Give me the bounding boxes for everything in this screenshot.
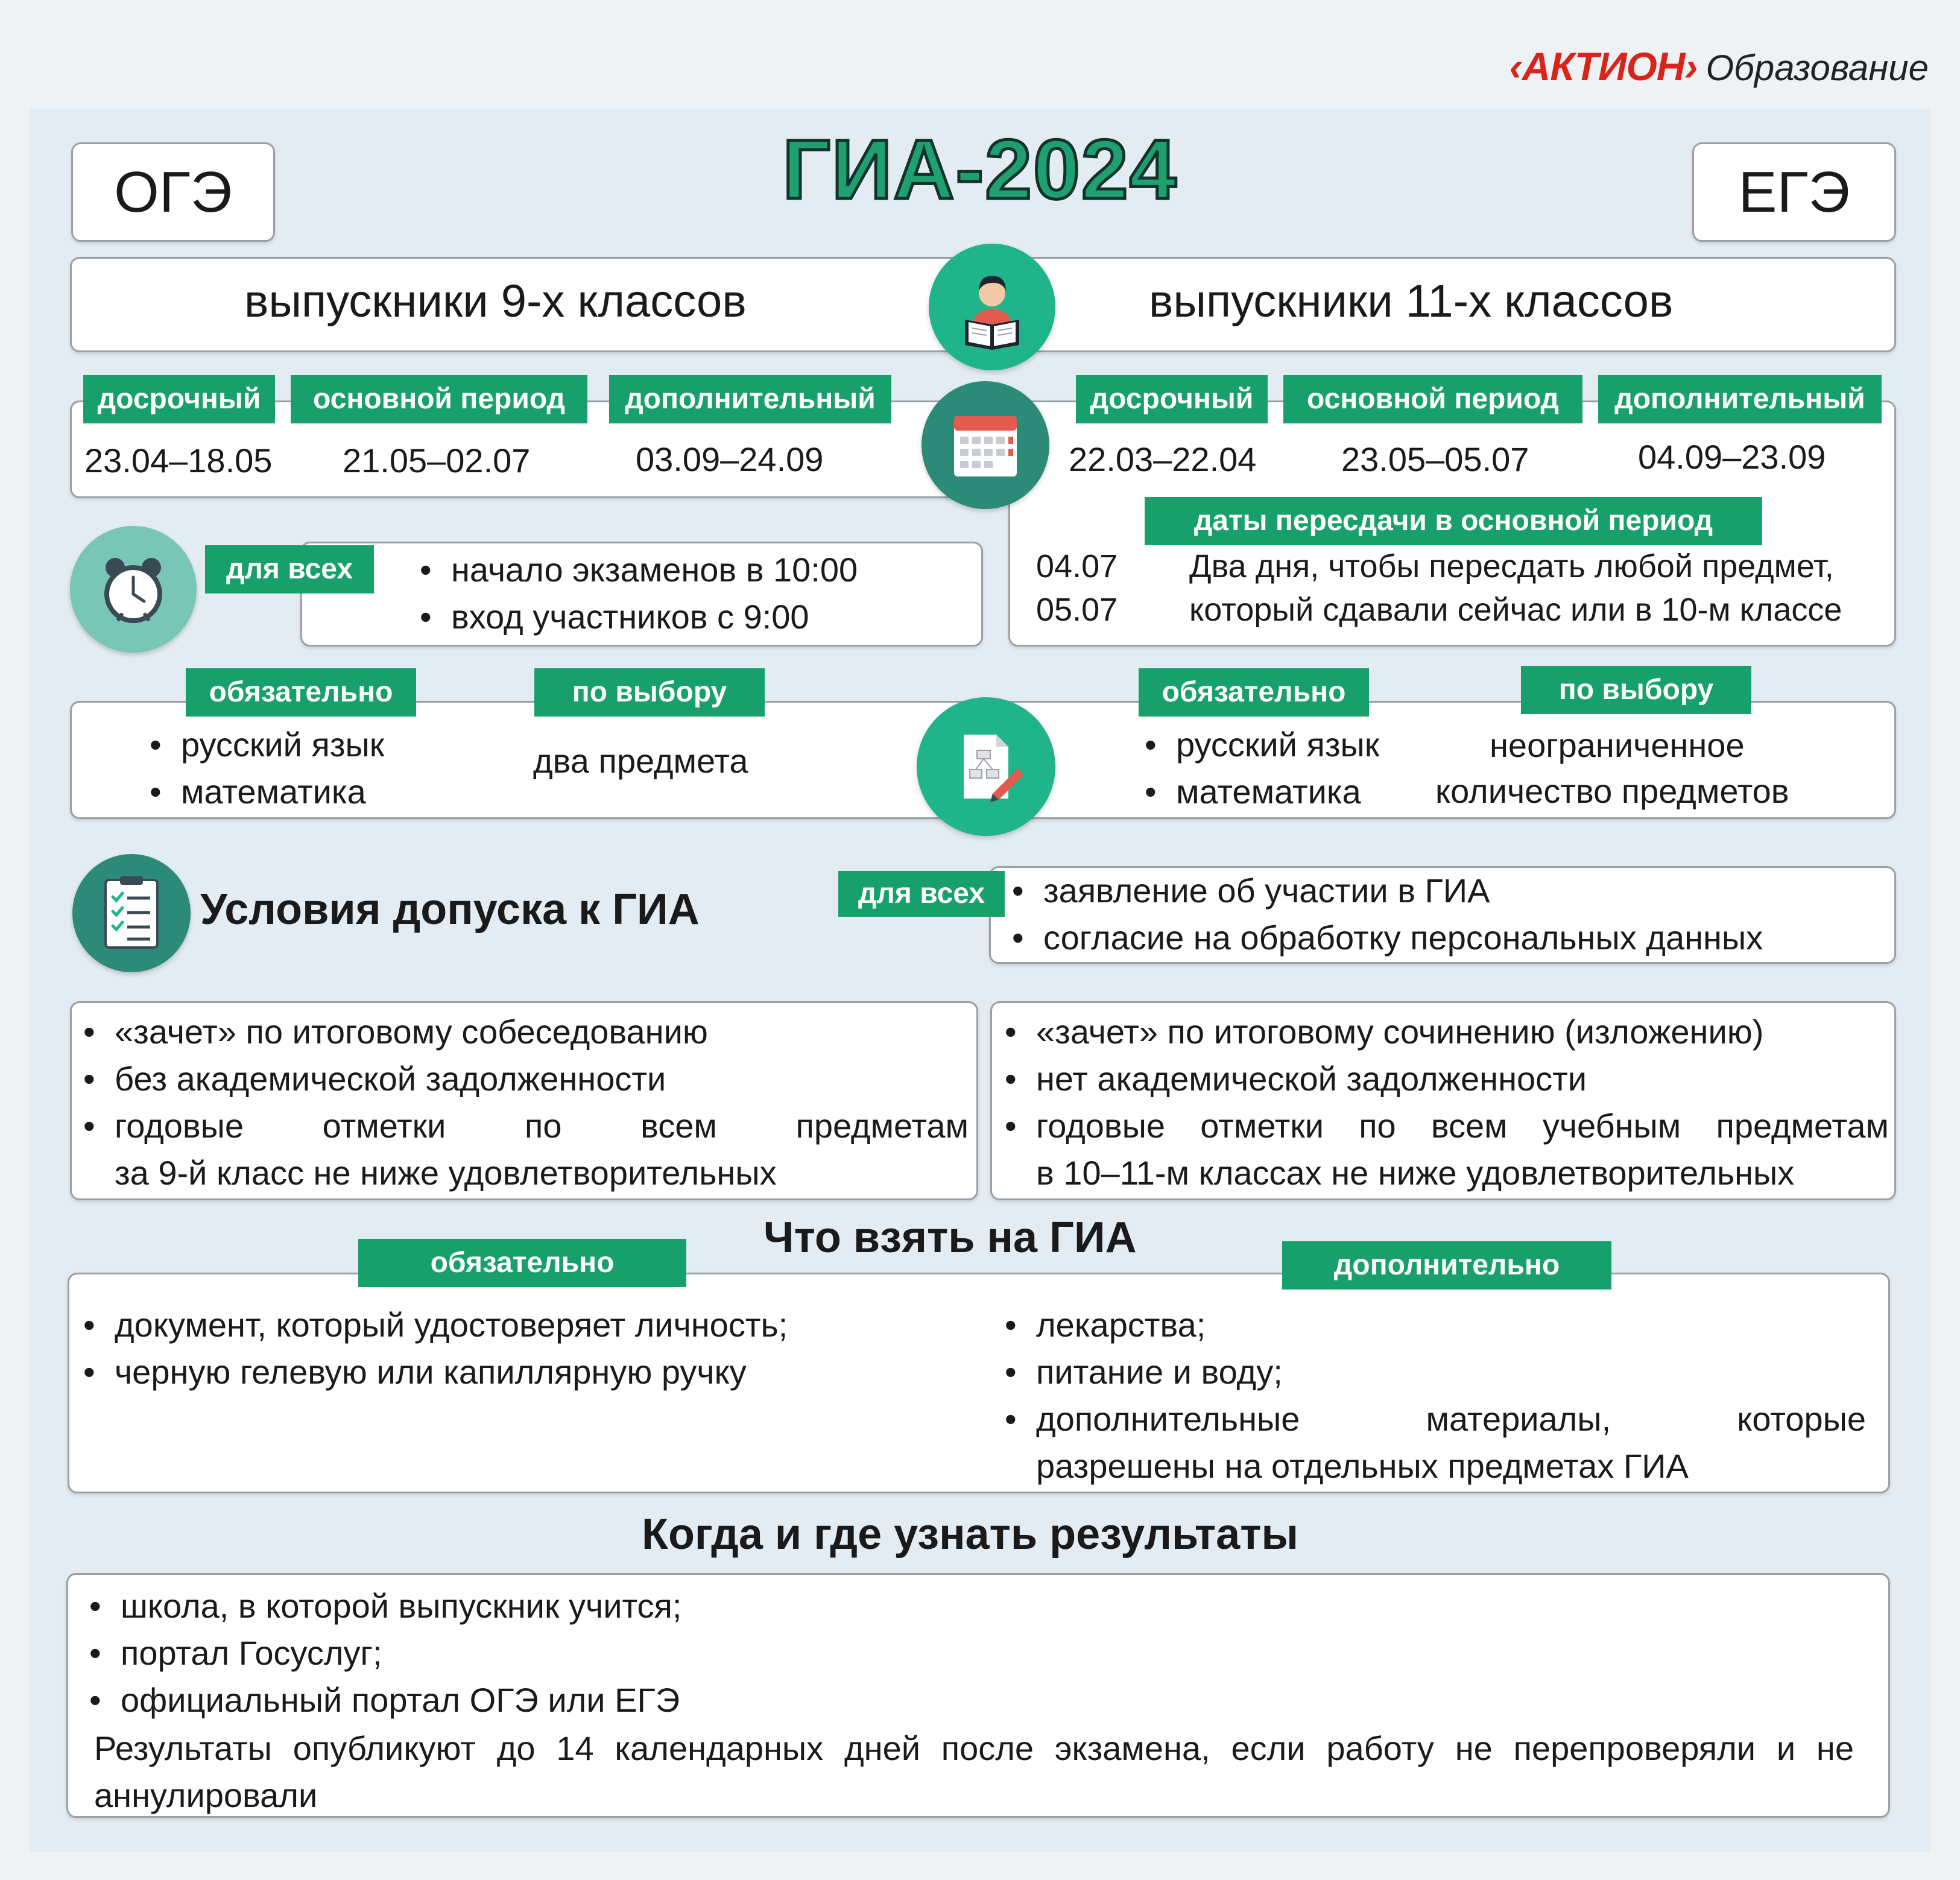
list-item: • «зачет» по итоговому собеседованию <box>76 1008 969 1056</box>
admission-for-all-tag: для всех <box>838 871 1005 917</box>
list-item-continuation: в 10–11-м классах не ниже удовлетворительных <box>1036 1154 1795 1192</box>
list-item: • без академической задолженности <box>76 1056 969 1103</box>
list-item: • годовые отметки по всем предметам <box>76 1103 969 1150</box>
list-item: • русский язык <box>142 721 384 768</box>
list-item: • согласие на обработку персональных данных <box>1005 914 1763 961</box>
ege-required-list <box>1137 721 1379 815</box>
list-item: • официальный портал ОГЭ или ЕГЭ <box>82 1677 681 1724</box>
ege-required-tag: обязательно <box>1139 668 1369 717</box>
oge-tag-main: основной период <box>291 375 587 423</box>
list-item: • заявление об участии в ГИА <box>1005 867 1763 914</box>
retake-tag: даты пересдачи в основной период <box>1145 497 1762 545</box>
oge-choice-text: два предмета <box>533 742 748 780</box>
retake-line-2: который сдавали сейчас или в 10-м классе <box>1189 592 1842 628</box>
take-extra-tag: дополнительно <box>1282 1241 1611 1290</box>
alarm-clock-icon <box>70 526 197 653</box>
oge-admission-list <box>76 1008 969 1197</box>
oge-date-main: 21.05–02.07 <box>343 442 531 479</box>
oge-required-list <box>142 721 384 815</box>
results-note: Результаты опубликуют до 14 календарных дней после экзамена, если работу не перепроверяли и не аннулировали <box>94 1729 1854 1814</box>
list-item: • вход участников с 9:00 <box>413 593 858 641</box>
take-required-tag: обязательно <box>358 1239 686 1287</box>
ege-date-extra: 04.09–23.09 <box>1638 438 1826 476</box>
ege-choice-tag: по выбору <box>1521 666 1751 714</box>
page-title: ГИА-2024 <box>782 122 1178 217</box>
student-reading-icon <box>929 244 1055 370</box>
oge-badge-label: ОГЭ <box>114 159 232 224</box>
list-item: • «зачет» по итоговому сочинению (изложению) <box>997 1008 1889 1056</box>
list-item-continuation: за 9-й класс не ниже удовлетворительных <box>115 1154 777 1192</box>
list-item: • школа, в которой выпускник учится; <box>82 1583 681 1630</box>
ege-badge <box>1692 142 1896 242</box>
ege-date-main: 23.05–05.07 <box>1341 440 1529 478</box>
admission-all-list <box>1005 867 1763 961</box>
list-item: • математика <box>142 768 384 815</box>
ege-choice-line-1: неограниченное <box>1490 726 1745 764</box>
audience-left: выпускники 9-х классов <box>244 276 747 327</box>
list-item: • черную гелевую или капиллярную ручку <box>76 1349 788 1396</box>
ege-admission-list <box>997 1008 1889 1197</box>
list-item: • годовые отметки по всем учебным предметам <box>997 1103 1889 1150</box>
list-item: • питание и воду; <box>997 1349 1866 1396</box>
retake-date-1: 04.07 <box>1036 548 1118 584</box>
time-for-all-tag: для всех <box>205 545 374 593</box>
oge-tag-early: досрочный <box>83 375 275 423</box>
ege-date-early: 22.03–22.04 <box>1069 440 1257 478</box>
document-edit-icon <box>917 697 1055 836</box>
oge-required-tag: обязательно <box>186 668 416 717</box>
ege-tag-main: основной период <box>1283 375 1582 423</box>
take-required-list <box>76 1302 788 1396</box>
oge-choice-tag: по выбору <box>534 668 765 717</box>
oge-tag-extra: дополнительный <box>609 375 891 423</box>
ege-tag-extra: дополнительный <box>1598 375 1882 423</box>
take-extra-list <box>997 1302 1866 1490</box>
checklist-icon <box>72 854 191 972</box>
list-item-continuation: разрешены на отдельных предметах ГИА <box>1036 1447 1689 1485</box>
audience-right: выпускники 11-х классов <box>1149 276 1674 327</box>
list-item: • русский язык <box>1137 721 1379 768</box>
list-item: • начало экзаменов в 10:00 <box>413 546 858 593</box>
oge-badge <box>71 142 275 242</box>
logo-sub: Образование <box>1706 48 1929 88</box>
list-item: • документ, который удостоверяет личность; <box>76 1302 788 1349</box>
list-item: • математика <box>1137 768 1379 815</box>
results-title: Когда и где узнать результаты <box>642 1510 1298 1559</box>
time-list <box>413 546 858 641</box>
list-item: • нет академической задолженности <box>997 1056 1889 1103</box>
retake-date-2: 05.07 <box>1036 592 1118 628</box>
take-title: Что взять на ГИА <box>763 1214 1137 1262</box>
oge-date-extra: 03.09–24.09 <box>636 440 824 478</box>
ege-tag-early: досрочный <box>1076 375 1268 423</box>
list-item: • дополнительные материалы, которые <box>997 1396 1866 1443</box>
results-list <box>82 1583 681 1724</box>
ege-badge-label: ЕГЭ <box>1738 159 1850 224</box>
list-item: • портал Госуслуг; <box>82 1630 681 1677</box>
admission-title: Условия допуска к ГИА <box>200 885 700 934</box>
retake-line-1: Два дня, чтобы пересдать любой предмет, <box>1189 548 1834 584</box>
calendar-icon <box>922 381 1049 509</box>
list-item: • лекарства; <box>997 1302 1866 1349</box>
ege-choice-line-2: количество предметов <box>1435 772 1789 810</box>
logo-brand: ‹АКТИОН› <box>1509 44 1698 89</box>
aktion-logo <box>1510 43 1929 89</box>
oge-date-early: 23.04–18.05 <box>84 442 273 479</box>
